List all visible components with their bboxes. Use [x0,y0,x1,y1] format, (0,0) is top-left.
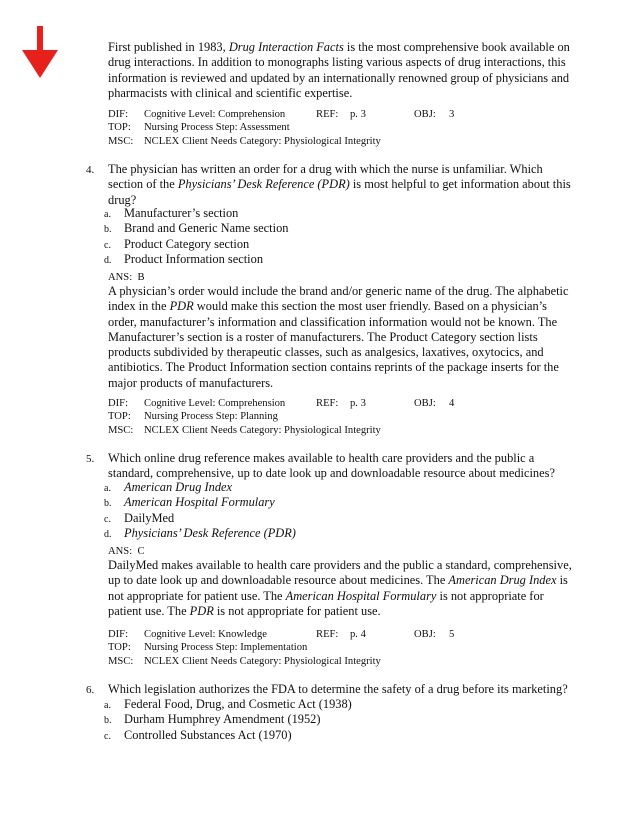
option-c: c. Product Category section [104,236,250,251]
option-b: b. Brand and Generic Name section [104,221,289,236]
question-4-options [104,206,574,268]
question-5-text: Which online drug reference makes available to health care providers and the public a standard, comprehensive, up to date look up and downloadable resource about medicines? [108,451,555,481]
intro-rationale: First published in 1983, Drug Interaction Facts is the most comprehensive book available on drug interactions. In addition to monographs listing various aspects of drug interactions, this information is reviewed and updated by an internationally renowned group of physicians and pharmacists with clinical and scientific expertise. [108,40,570,100]
question-4-text: The physician has written an order for a drug with which the nurse is unfamiliar. Which section of the Physicians’ Desk Reference (PDR) is most helpful to get information about this drug? [108,162,571,207]
option-b: b. Durham Humphrey Amendment (1952) [104,712,321,727]
option-d: d. Product Information section [104,252,264,267]
option-c: c. Controlled Substances Act (1970) [104,727,292,742]
option-d: d. Physicians’ Desk Reference (PDR) [104,526,296,541]
question-5-rationale: DailyMed makes available to health care providers and the public a standard, comprehensive, up to date look up and downloadable resource about medicines. The American Drug Index is not appropriate for patient use. The American Hospital Formulary is not appropriate for patient use. The PDR is not appropriate for patient use. [108,558,572,618]
option-c: c. DailyMed [104,510,175,525]
question-5-options [104,480,574,542]
question-5-answer: ANS: C [108,546,145,557]
question-4-answer: ANS: B [108,272,145,283]
option-b: b. American Hospital Formulary [104,495,275,510]
intro-metadata: DIF: Cognitive Level: Comprehension REF: p. 3 OBJ: 3 TOP: Nursing Process Step: Assessment MSC: NCLEX Client Needs Category: Physiological Integrity [108,109,455,147]
question-5-number: 5. [86,453,95,465]
option-a: a. American Drug Index [104,480,233,494]
option-a: a. Manufacturer’s section [104,206,239,220]
question-5-metadata: DIF: Cognitive Level: Knowledge REF: p. 4 OBJ: 5 TOP: Nursing Process Step: Implementation MSC: NCLEX Client Needs Category: Physiological Integrity [108,629,455,667]
question-4-rationale: A physician’s order would include the brand and/or generic name of the drug. The alphabetic index in the PDR would make this section the most user friendly. Based on a physician’s order, manufacturer’s information and classification information would not be known. The Manufacturer’s section is a roster of manufacturers. The Product Category section lists products subdivided by therapeutic classes, such as analgesics, laxatives, oxytocics, and antibiotics. The Product Information section contains reprints of the package inserts for the major products of manufacturers. [108,284,569,390]
question-6-text: Which legislation authorizes the FDA to determine the safety of a drug before its marketing? [108,682,568,696]
question-4-number: 4. [86,164,95,176]
red-down-arrow-icon [22,26,58,78]
question-4-metadata: DIF: Cognitive Level: Comprehension REF: p. 3 OBJ: 4 TOP: Nursing Process Step: Planning MSC: NCLEX Client Needs Category: Physiological Integrity [108,398,455,436]
question-6-number: 6. [86,684,95,696]
question-6-options [104,697,574,743]
option-a: a. Federal Food, Drug, and Cosmetic Act (1938) [104,697,352,711]
